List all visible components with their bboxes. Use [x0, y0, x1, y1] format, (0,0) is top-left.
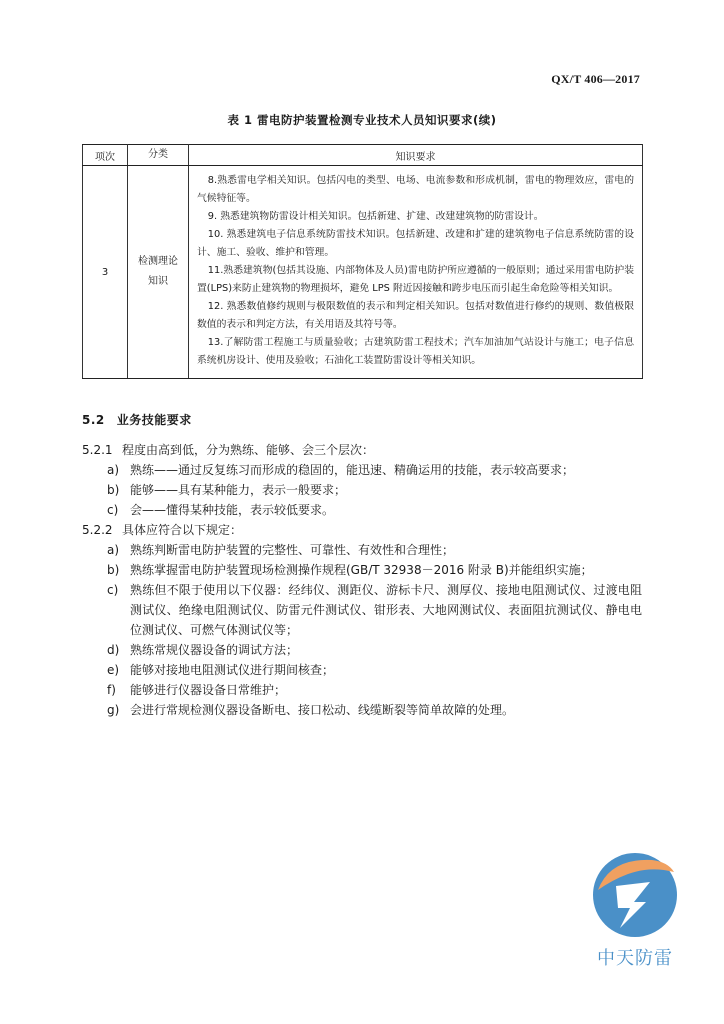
clause-5-2-1 [82, 440, 642, 460]
category-line: 知识 [148, 276, 168, 287]
list-item [82, 540, 642, 560]
list-marker: a) [107, 463, 120, 477]
knowledge-item: 13.了解防雷工程施工与质量验收；古建筑防雷工程技术；汽车加油加气站设计与施工；电子信息系统机房设计、使用及验收；石油化工装置防雷设计等相关知识。 [197, 337, 634, 366]
list-text: 熟练——通过反复练习而形成的稳固的，能迅速、精确运用的技能，表示较高要求； [130, 463, 575, 477]
list-item [82, 680, 642, 700]
list-marker: g) [107, 703, 120, 717]
list-text: 能够进行仪器设备日常维护； [130, 683, 287, 697]
list-item [82, 640, 642, 660]
list-text: 熟练常规仪器设备的调试方法； [130, 643, 299, 657]
watermark-logo [580, 850, 690, 970]
standard-code: QX/T 406—2017 [551, 72, 640, 86]
header-item-no: 项次 [83, 145, 128, 166]
list-text: 会进行常规检测仪器设备断电、接口松动、线缆断裂等简单故障的处理。 [130, 703, 515, 717]
list-item [82, 560, 642, 580]
list-marker: f) [107, 683, 116, 697]
list-item [82, 580, 642, 640]
list-item [82, 660, 642, 680]
clause-5-2-2 [82, 520, 642, 540]
cell-knowledge [189, 166, 643, 379]
list-item [82, 700, 642, 720]
list-text: 熟练判断雷电防护装置的完整性、可靠性、有效性和合理性； [130, 543, 455, 557]
knowledge-table [82, 144, 643, 379]
clause-text: 具体应符合以下规定： [122, 523, 243, 537]
logo-mark-icon [590, 850, 680, 940]
knowledge-item: 11.熟悉建筑物(包括其设施、内部物体及人员)雷电防护所应遵循的一般原则；通过采用雷电防护装置(LPS)来防止建筑物的物理损坏，避免 LPS 附近因接触和跨步电压而引起生命危险等相关知识。 [197, 265, 634, 294]
table-header-row [83, 145, 643, 166]
knowledge-item: 12. 熟悉数值修约规则与极限数值的表示和判定相关知识。包括对数值进行修约的规则、数值极限数值的表示和判定方法，有关用语及其符号等。 [197, 301, 634, 330]
list-text: 熟练但不限于使用以下仪器：经纬仪、测距仪、游标卡尺、测厚仪、接地电阻测试仪、过渡电阻测试仪、绝缘电阻测试仪、防雷元件测试仪、钳形表、大地网测试仪、表面阻抗测试仪、静电电位测试仪、可燃气体测试仪等； [130, 583, 642, 637]
logo-text: 中天防雷 [597, 948, 673, 969]
header-knowledge: 知识要求 [189, 145, 643, 166]
list-marker: c) [107, 583, 119, 597]
list-marker: b) [107, 563, 120, 577]
knowledge-item: 10. 熟悉建筑电子信息系统防雷技术知识。包括新建、改建和扩建的建筑物电子信息系统防雷的设计、施工、验收、维护和管理。 [197, 229, 634, 258]
section-heading [82, 411, 192, 428]
header-category: 分类 [128, 145, 189, 166]
list-text: 能够——具有某种能力，表示一般要求； [130, 483, 347, 497]
section-number: 5.2 [82, 413, 105, 427]
section-title-text: 业务技能要求 [116, 413, 192, 427]
list-item [82, 480, 642, 500]
category-line: 检测理论 [138, 256, 178, 267]
list-marker: c) [107, 503, 119, 517]
list-item [82, 500, 642, 520]
list-text: 会——懂得某种技能，表示较低要求。 [130, 503, 335, 517]
list-marker: d) [107, 643, 120, 657]
list-item [82, 460, 642, 480]
cell-category [128, 166, 189, 379]
section-body [82, 440, 642, 720]
list-marker: b) [107, 483, 120, 497]
clause-text: 程度由高到低，分为熟练、能够、会三个层次： [122, 443, 375, 457]
knowledge-item: 9. 熟悉建筑物防雷设计相关知识。包括新建、扩建、改建建筑物的防雷设计。 [207, 211, 544, 222]
clause-number: 5.2.1 [82, 443, 113, 457]
table-caption: 表 1 雷电防护装置检测专业技术人员知识要求(续) [227, 113, 497, 127]
list-text: 能够对接地电阻测试仪进行期间核查； [130, 663, 335, 677]
cell-item-no: 3 [83, 166, 128, 379]
list-marker: e) [107, 663, 120, 677]
table-row [83, 166, 643, 379]
knowledge-item: 8.熟悉雷电学相关知识。包括闪电的类型、电场、电流参数和形成机制，雷电的物理效应，雷电的气候特征等。 [197, 175, 634, 204]
list-text: 熟练掌握雷电防护装置现场检测操作规程(GB/T 32938－2016 附录 B)并能组织实施； [130, 563, 593, 577]
list-marker: a) [107, 543, 120, 557]
clause-number: 5.2.2 [82, 523, 113, 537]
